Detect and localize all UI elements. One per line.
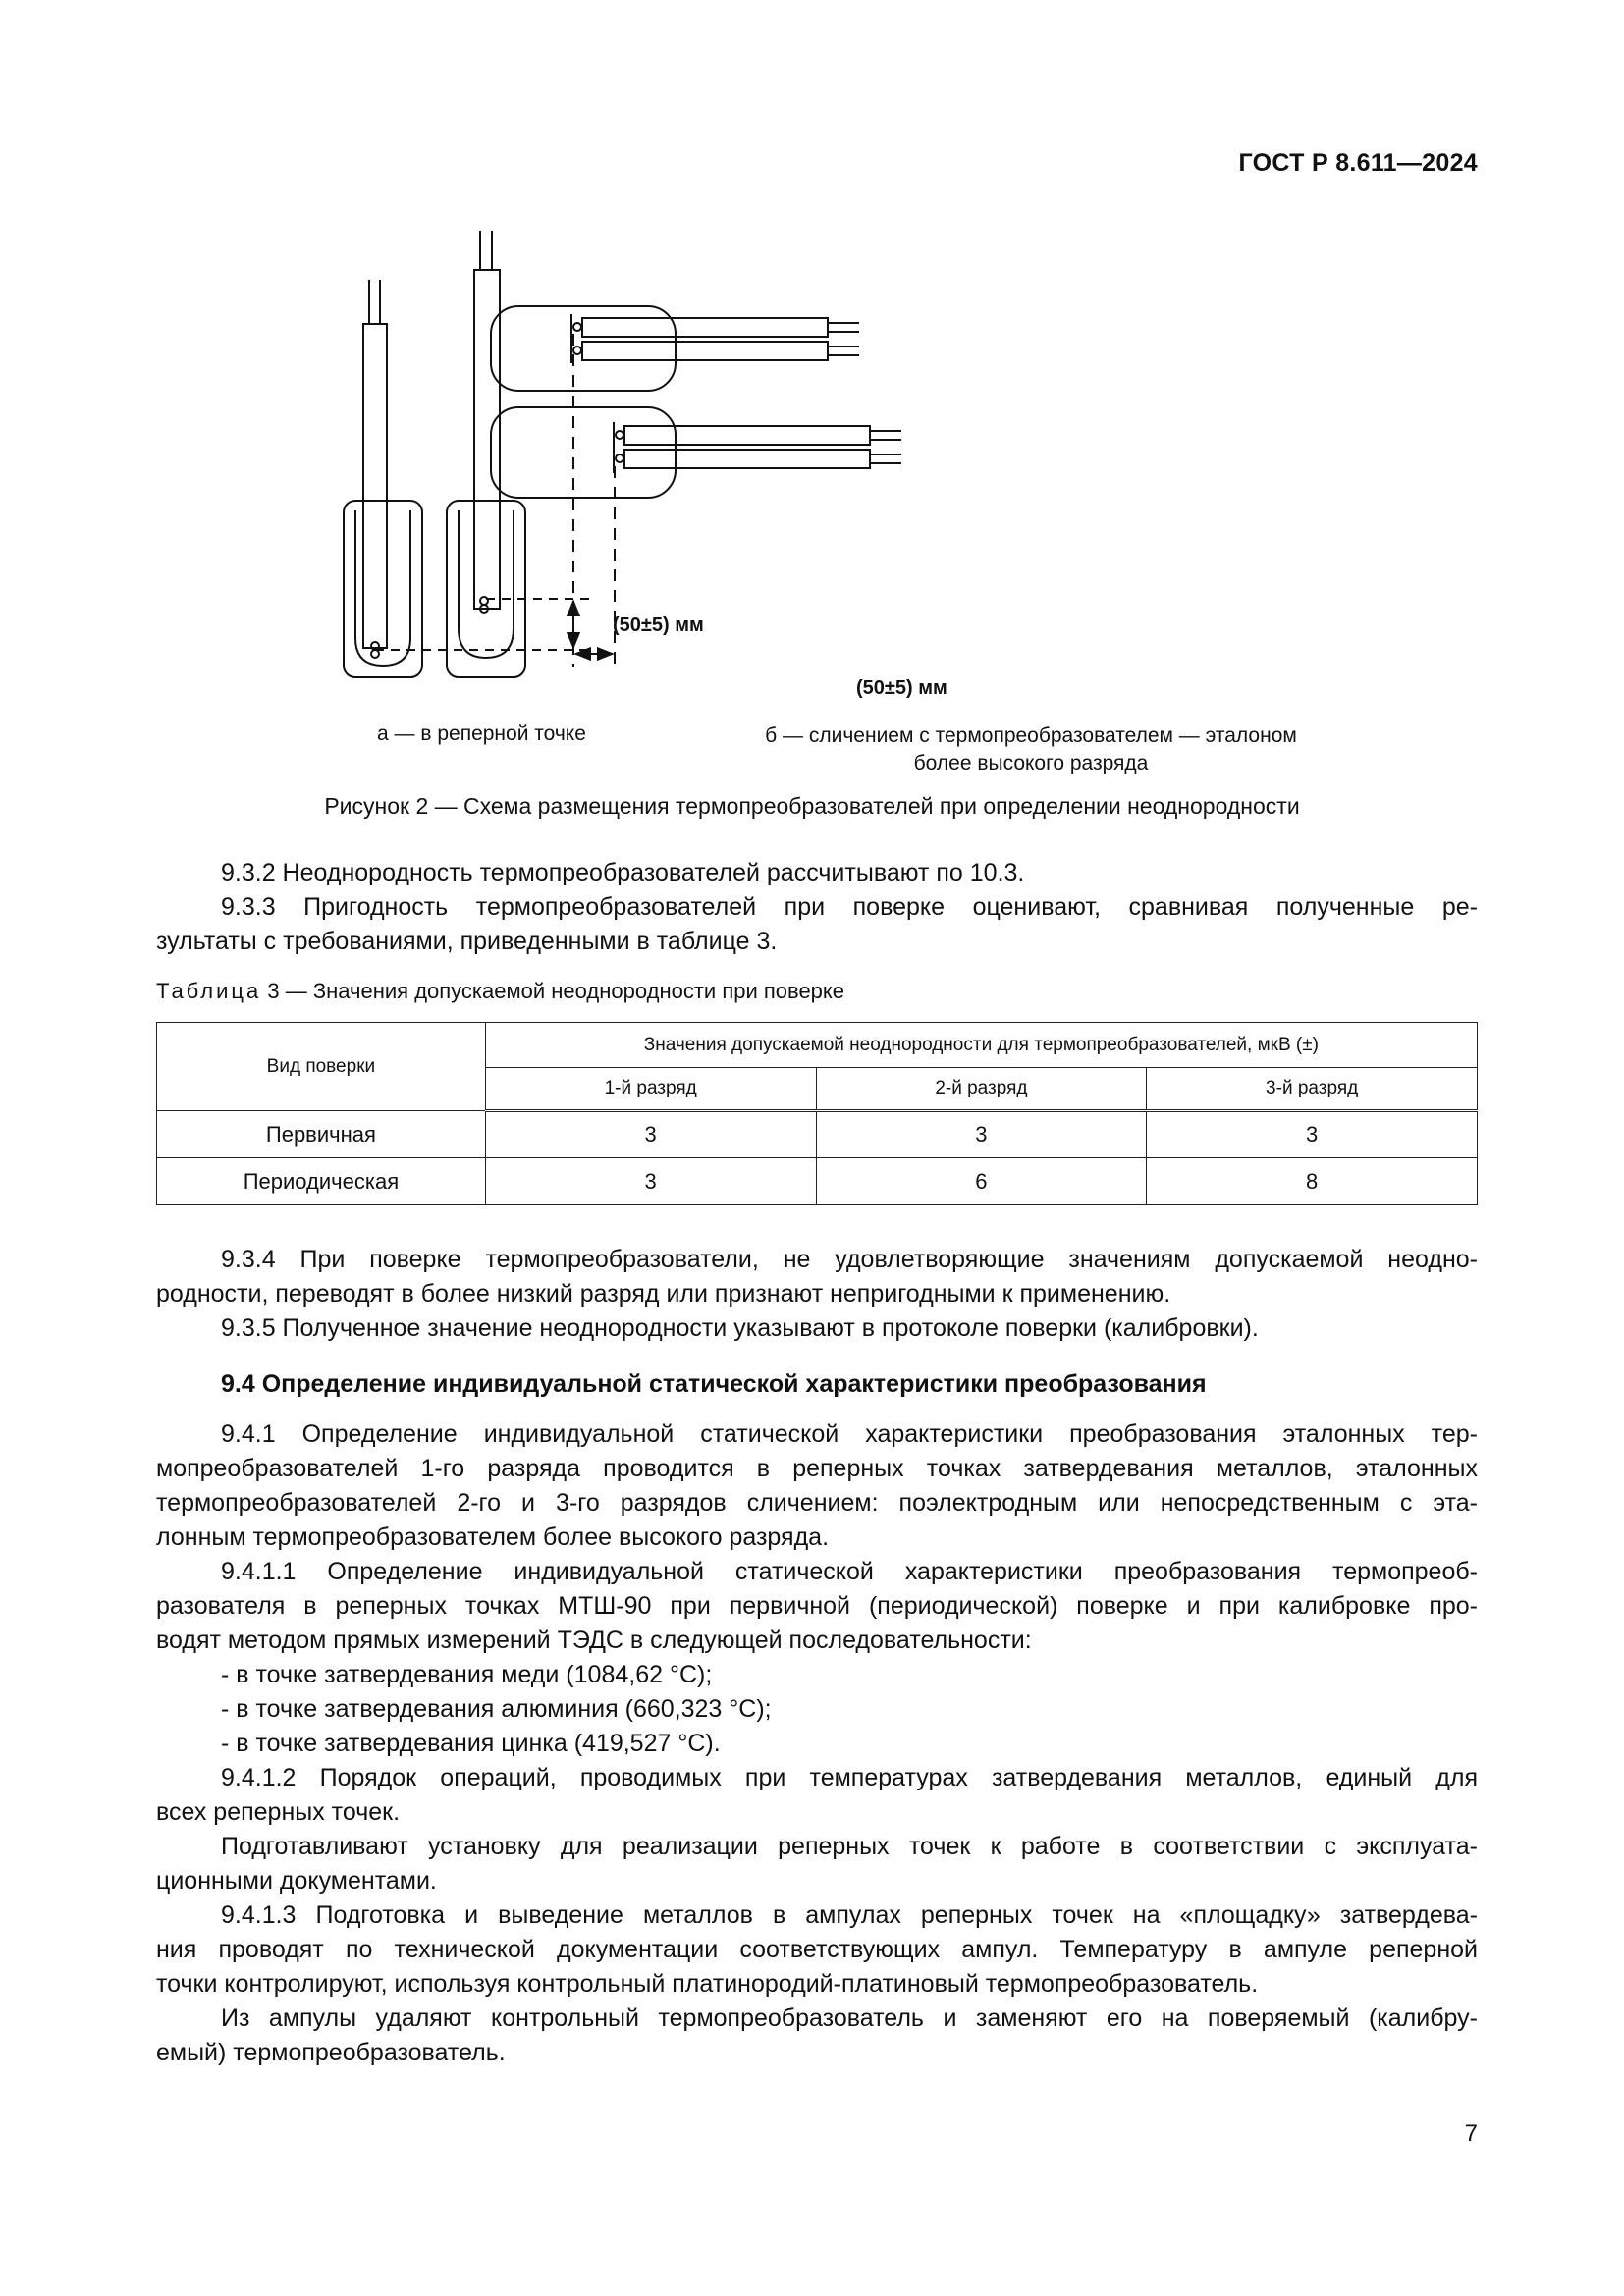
paragraph-line: разователя в реперных точках МТШ-90 при первичной (периодической) поверке и при калибровке про- — [156, 1592, 1478, 1620]
ampoule-right-lower — [491, 407, 901, 498]
paragraph-line: 9.3.2 Неоднородность термопреобразователей рассчитывают по 10.3. — [221, 859, 1025, 886]
paragraph-line: точки контролируют, используя контрольный платинородий-платиновый термопреобразователь. — [156, 1970, 1259, 1998]
thermocouple-placement-diagram — [314, 216, 1345, 717]
paragraph-line: 9.4.1.3 Подготовка и выведение металлов в ампулах реперных точек на «площадку» затвердева- — [221, 1901, 1478, 1929]
paragraph-line: Подготавливают установку для реализации реперных точек к работе в соответствии с эксплуата- — [221, 1833, 1478, 1860]
paragraph-line: водят методом прямых измерений ТЭДС в следующей последовательности: — [156, 1627, 1032, 1654]
table-cell: 3 — [485, 1158, 816, 1205]
table-cell: 8 — [1147, 1158, 1478, 1205]
table-cell: 3 — [1147, 1111, 1478, 1158]
figure-caption-b — [746, 722, 1316, 777]
table-header-group: Значения допускаемой неоднородности для термопреобразователей, мкВ (±) — [485, 1023, 1477, 1068]
table-caption-text: 3 — Значения допускаемой неоднородности при поверке — [261, 979, 845, 1003]
paragraph-line: 9.3.5 Полученное значение неоднородности указывают в протоколе поверки (калибровки). — [221, 1314, 1259, 1342]
table-row — [157, 1158, 1478, 1205]
table-caption — [156, 979, 844, 1004]
paragraph-line: ния проводят по технической документации соответствующих ампул. Температуру в ампуле реперной — [156, 1936, 1478, 1963]
figure-caption-a: а — в реперной точке — [377, 722, 586, 745]
paragraph-line: термопреобразователей 2-го и 3-го разрядов сличением: поэлектродным или непосредственным с эта- — [156, 1489, 1478, 1517]
paragraph-line: родности, переводят в более низкий разряд или признают непригодными к применению. — [156, 1280, 1171, 1308]
paragraphs-9-3-2-9-3-3 — [156, 856, 1478, 959]
table-subheader: 2-й разряд — [816, 1068, 1147, 1111]
table-subheader: 1-й разряд — [485, 1068, 816, 1111]
ampoule-right-upper — [491, 306, 859, 391]
paragraph-line: 9.4.1.1 Определение индивидуальной статической характеристики преобразования термопреоб- — [221, 1558, 1478, 1585]
table-cell: 3 — [485, 1111, 816, 1158]
paragraph-line: 9.3.4 При поверке термопреобразователи, не удовлетворяющие значениям допускаемой неодно- — [221, 1246, 1478, 1273]
list-item: - в точке затвердевания алюминия (660,323 °C); — [221, 1695, 772, 1723]
table-caption-label: Таблица — [156, 979, 262, 1003]
table-cell: 6 — [816, 1158, 1147, 1205]
ampoule-left-2 — [447, 231, 525, 677]
paragraph-line: всех реперных точек. — [156, 1798, 401, 1826]
list-item: - в точке затвердевания меди (1084,62 °C); — [221, 1661, 713, 1688]
figure-caption-b-line: более высокого разряда — [913, 752, 1149, 774]
paragraphs-9-3-4-9-3-5 — [156, 1243, 1478, 1346]
paragraph-line: ционными документами. — [156, 1867, 437, 1895]
table-cell: 3 — [816, 1111, 1147, 1158]
paragraph-line: 9.3.3 Пригодность термопреобразователей при поверке оценивают, сравнивая полученные ре- — [221, 893, 1478, 921]
list-item: - в точке затвердевания цинка (419,527 °C). — [221, 1730, 721, 1757]
section-9-4-body — [156, 1417, 1478, 2070]
paragraph-line: Из ампулы удаляют контрольный термопреобразователь и заменяют его на поверяемый (калибру- — [221, 2004, 1478, 2032]
dimension-label-vertical: (50±5) мм — [613, 614, 704, 636]
table-3 — [156, 1022, 1478, 1205]
figure-caption-b-line: б — сличением с термопреобразователем — эталоном — [765, 724, 1297, 747]
table-cell: Периодическая — [157, 1158, 486, 1205]
table-subheader: 3-й разряд — [1147, 1068, 1478, 1111]
paragraph-line: мопреобразователей 1-го разряда проводится в реперных точках затвердевания металлов, эталонных — [156, 1455, 1478, 1482]
figure-title: Рисунок 2 — Схема размещения термопреобразователей при определении неоднородности — [324, 793, 1300, 819]
paragraph-line: емый) термопреобразователь. — [156, 2039, 506, 2066]
page-number: 7 — [1464, 2120, 1478, 2147]
paragraph-line: 9.4.1.2 Порядок операций, проводимых при температурах затвердевания металлов, единый для — [221, 1764, 1478, 1791]
table-row — [157, 1111, 1478, 1158]
table-cell: Первичная — [157, 1111, 486, 1158]
section-heading-9-4: 9.4 Определение индивидуальной статической характеристики преобразования — [221, 1370, 1207, 1398]
ampoule-left-1 — [344, 280, 422, 677]
document-code: ГОСТ Р 8.611—2024 — [1238, 149, 1478, 177]
paragraph-line: лонным термопреобразователем более высокого разряда. — [156, 1523, 830, 1551]
paragraph-line: 9.4.1 Определение индивидуальной статической характеристики преобразования эталонных тер- — [221, 1420, 1478, 1448]
table-header-type: Вид поверки — [157, 1023, 486, 1111]
dimension-label-horizontal: (50±5) мм — [856, 677, 947, 699]
paragraph-line: зультаты с требованиями, приведенными в таблице 3. — [156, 928, 778, 955]
